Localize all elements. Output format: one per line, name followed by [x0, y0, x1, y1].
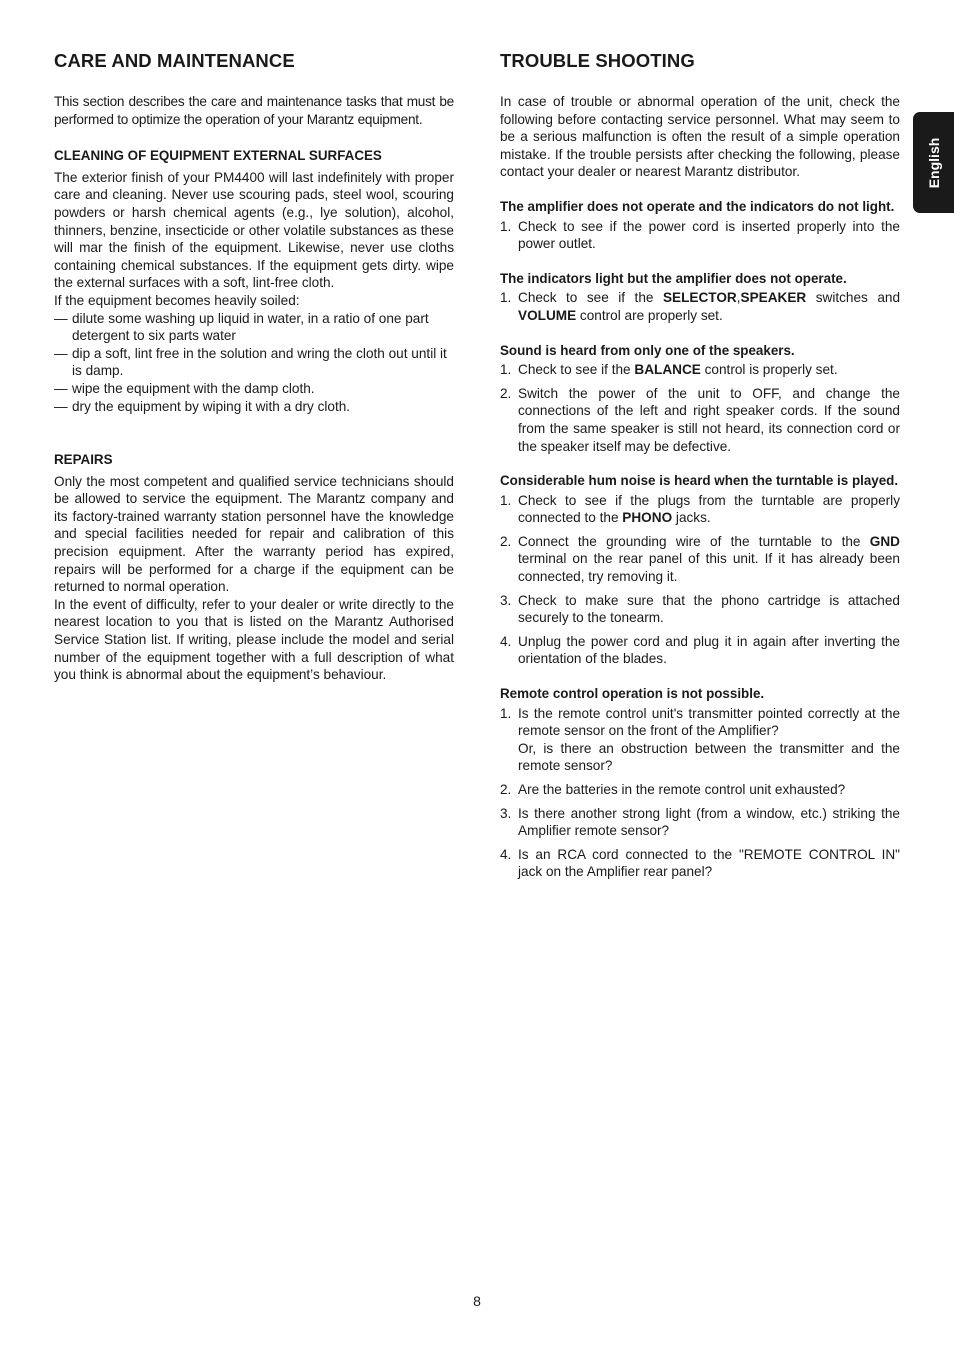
- cleaning-heading: CLEANING OF EQUIPMENT EXTERNAL SURFACES: [54, 148, 382, 164]
- care-intro: This section describes the care and maintenance tasks that must be performed to optimize the operation of your Marantz equipment.: [54, 94, 454, 127]
- list-item: 1. Check to see if the plugs from the turntable are properly connected to the PHONO jacks.: [500, 492, 900, 526]
- trouble-shooting-title: TROUBLE SHOOTING: [500, 50, 695, 71]
- page-number: 8: [473, 1293, 481, 1309]
- repairs-text-2: In the event of difficulty, refer to your dealer or write directly to the nearest location to you that is listed on the Marantz Authorised Service Station list. If writing, please include the model and serial number of the equipment together with a full description of what you think is abnormal about the equipment’s behaviour.: [54, 596, 454, 683]
- repairs-text-1: Only the most competent and qualified service technicians should be allowed to service the equipment. The Marantz company and its factory-trained warranty station personnel have the knowledge and special facilities needed for repair and calibration of this precision equipment. After the warranty period has expired, repairs will be performed for a charge if the equipment can be returned to normal operation.: [54, 473, 454, 595]
- problem-heading-one-speaker: Sound is heard from only one of the speakers.: [500, 342, 795, 358]
- problem-checks-list: [500, 492, 900, 668]
- trouble-intro: In case of trouble or abnormal operation of the unit, check the following before contacting service personnel. What may seem to be a serious malfunction is often the result of a simple operation mistake. If the trouble persists after checking the following, please contact your dealer or nearest Marantz distributor.: [500, 94, 900, 180]
- list-item: 2. Connect the grounding wire of the turntable to the GND terminal on the rear panel of this unit. If it has already been connected, try removing it.: [500, 533, 900, 585]
- list-item: 4. Unplug the power cord and plug it in again after inverting the orientation of the blades.: [500, 633, 900, 667]
- list-item: 4. Is an RCA cord connected to the "REMOTE CONTROL IN" jack on the Amplifier rear panel?: [500, 846, 900, 880]
- repairs-heading: REPAIRS: [54, 452, 113, 468]
- list-item: 1. Check to see if the SELECTOR,SPEAKER switches and VOLUME control are properly set.: [500, 290, 901, 323]
- list-item: — wipe the equipment with the damp cloth.: [54, 380, 315, 396]
- problem-checks-list: [500, 289, 900, 324]
- problem-heading-remote-control: Remote control operation is not possible.: [500, 686, 765, 702]
- list-item: 2. Switch the power of the unit to OFF, and change the connections of the left and right speaker cords. If the sound from the same speaker is still not heard, its connection cord or the speaker itself may be defective.: [500, 385, 900, 454]
- problem-checks-list: [500, 218, 900, 253]
- care-maintenance-section: [54, 50, 454, 684]
- list-item: 1. Is the remote control unit's transmitter pointed correctly at the remote sensor on the front of the Amplifier? Or, is there an obstruction between the transmitter and the remote sensor?: [500, 705, 900, 774]
- problem-heading-indicators-light: The indicators light but the amplifier does not operate.: [500, 270, 847, 286]
- list-item: 3. Check to make sure that the phono cartridge is attached securely to the tonearm.: [500, 592, 900, 626]
- list-item: 1. Check to see if the BALANCE control is properly set.: [500, 362, 838, 378]
- problem-heading-hum-noise: Considerable hum noise is heard when the turntable is played.: [500, 473, 899, 489]
- list-item: — dip a soft, lint free in the solution and wring the cloth out until it is damp.: [54, 345, 447, 379]
- care-maintenance-title: CARE AND MAINTENANCE: [54, 50, 295, 71]
- soiled-text: If the equipment becomes heavily soiled:: [54, 292, 300, 308]
- cleaning-steps-list: [54, 310, 454, 416]
- list-item: — dilute some washing up liquid in water, in a ratio of one part detergent to six parts water: [54, 310, 429, 344]
- list-item: 3. Is there another strong light (from a window, etc.) striking the Amplifier remote sensor?: [500, 805, 900, 839]
- problem-checks-list: [500, 361, 900, 455]
- problem-heading-no-operation: The amplifier does not operate and the indicators do not light.: [500, 198, 895, 214]
- cleaning-text: The exterior finish of your PM4400 will last indefinitely with proper care and cleaning. Never use scouring pads, steel wool, scouring powders or harsh chemical agents (e.g., lye solution), alcohol, thinners, benzine, insecticide or other volatile substances as these will mar the finish of the equipment. Likewise, never use cloths containing chemical substances. If the equipment gets dirty. wipe the external surfaces with a soft, lint-free cloth.: [54, 169, 454, 291]
- list-item: 1. Check to see if the power cord is inserted properly into the power outlet.: [500, 218, 900, 252]
- language-tab: [913, 112, 954, 213]
- list-item: 2. Are the batteries in the remote control unit exhausted?: [500, 782, 846, 797]
- trouble-shooting-section: [500, 50, 900, 887]
- problem-checks-list: [500, 705, 900, 881]
- language-tab-label: English: [925, 137, 942, 188]
- list-item: — dry the equipment by wiping it with a dry cloth.: [54, 398, 351, 414]
